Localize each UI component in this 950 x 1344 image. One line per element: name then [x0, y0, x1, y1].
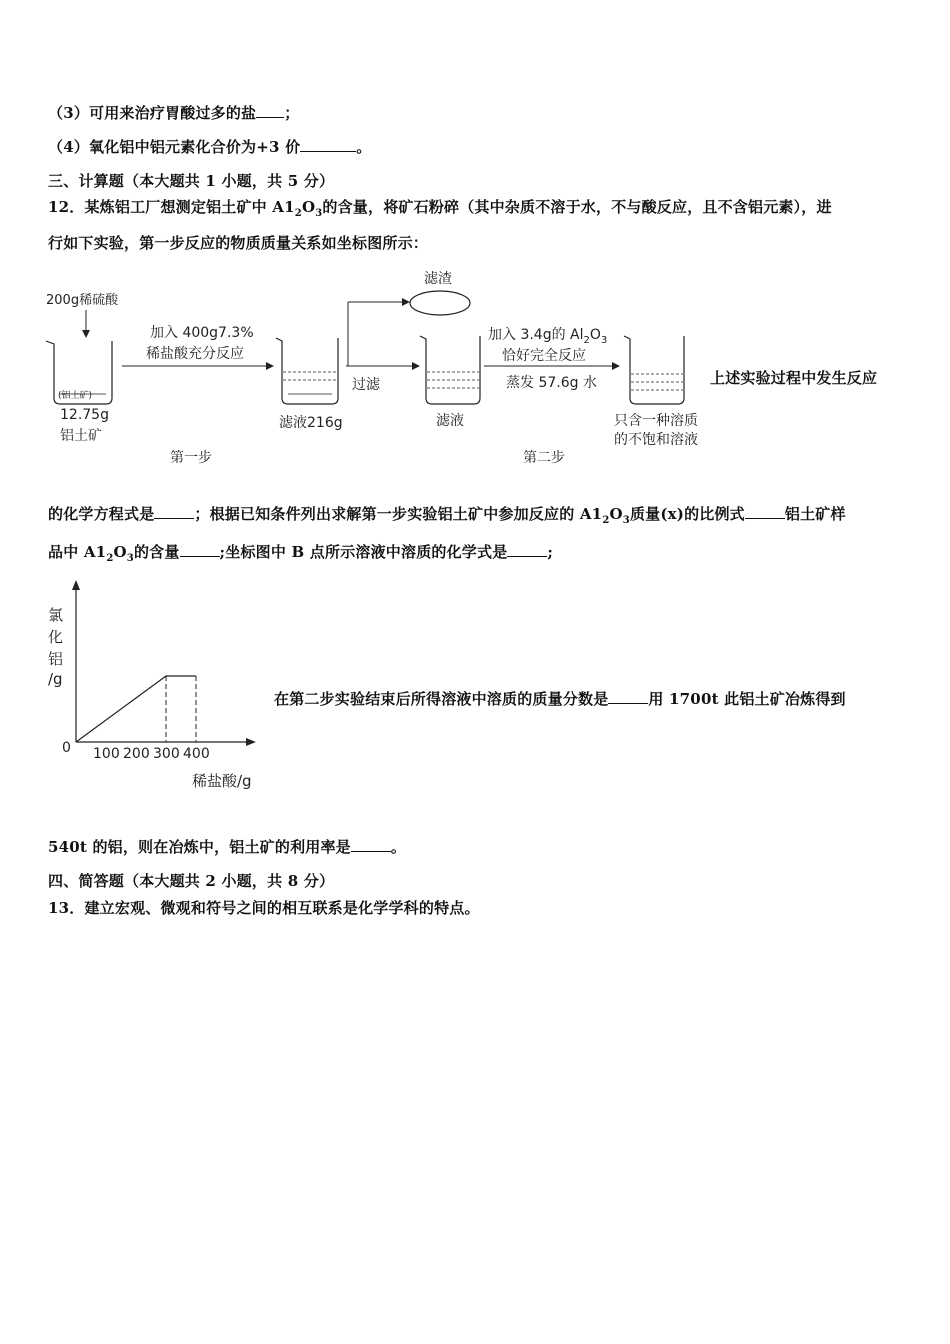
- x-tick-label-400: 400: [183, 746, 210, 762]
- y-axis-arrow: [72, 580, 80, 590]
- final-label-1: 只含一种溶质: [614, 413, 698, 429]
- y-label-3: 铝: [48, 650, 64, 668]
- para-line-1: 的化学方程式是 ；根据已知条件列出求解第一步实验铝土矿中参加反应的 $A1_2O_3$质量(x)的比例式 铝土矿样: [48, 505, 846, 526]
- answer-blank[interactable]: [608, 689, 648, 704]
- step1-caption: 第一步: [170, 450, 212, 466]
- answer-blank[interactable]: [351, 837, 391, 852]
- filtrate-1-label: 滤液216g: [279, 415, 343, 431]
- step2-caption: 第二步: [523, 450, 565, 466]
- q13-line: 13．建立宏观、微观和符号之间的相互联系是化学学科的特点。: [48, 899, 480, 917]
- final-label-2: 的不饱和溶液: [614, 432, 698, 448]
- data-line: [76, 676, 196, 742]
- step2-exact: 恰好完全反应: [502, 348, 586, 364]
- para-line-3: 540t 的铝，则在冶炼中，铝土矿的利用率是 。: [48, 838, 407, 856]
- side-text-2: 在第二步实验结束后所得溶液中溶质的质量分数是 用 1700t 此铝土矿冶炼得到: [274, 690, 846, 708]
- step1-react: 稀盐酸充分反应: [146, 346, 244, 362]
- step1-add: 加入 400g7.3%: [150, 325, 254, 341]
- q3-line: （3）可用来治疗胃酸过多的盐 ；: [48, 104, 300, 122]
- q12-line-1: 12．某炼铝工厂想测定铝土矿中 $A1_2O_3$的含量，将矿石粉碎（其中杂质不溶于水，不与酸反应，且不含铝元素），进: [48, 198, 832, 219]
- step2-add: 加入 3.4g的 $Al_2O_3$: [488, 327, 608, 346]
- x-tick-label-100: 100: [93, 746, 120, 762]
- ore-inner-label: (铝土矿): [58, 391, 93, 401]
- section-4-heading: 四、简答题（本大题共 2 小题，共 8 分）: [48, 872, 335, 890]
- section-3-heading: 三、计算题（本大题共 1 小题，共 5 分）: [48, 172, 335, 190]
- y-label-4: /g: [48, 670, 63, 688]
- mass-label: 12.75g: [60, 407, 109, 423]
- q4-line: （4）氧化铝中铝元素化合价为+3 价 。: [48, 138, 372, 156]
- q12-line-2: 行如下实验，第一步反应的物质质量关系如坐标图所示：: [48, 234, 429, 252]
- filter-label: 过滤: [352, 377, 380, 393]
- y-label-2: 化: [48, 628, 64, 646]
- x-axis-label: 稀盐酸/g: [192, 772, 252, 790]
- ore-label: 铝土矿: [60, 428, 102, 444]
- step2-evap: 蒸发 57.6g 水: [506, 375, 597, 391]
- filtrate-2-label: 滤液: [436, 413, 464, 429]
- origin-label: 0: [62, 740, 71, 756]
- residue-label: 滤渣: [424, 271, 452, 287]
- x-tick-label-200: 200: [123, 746, 150, 762]
- y-label-1: 氯: [48, 606, 64, 624]
- x-tick-label-300: 300: [153, 746, 180, 762]
- acid-label: 200g稀硫酸: [46, 293, 119, 308]
- para-line-2: 品中 $A1_2O_3$的含量 ;坐标图中 B 点所示溶液中溶质的化学式是 ;: [48, 543, 554, 564]
- x-axis-arrow: [246, 738, 256, 746]
- side-text-1: 上述实验过程中发生反应: [710, 369, 878, 387]
